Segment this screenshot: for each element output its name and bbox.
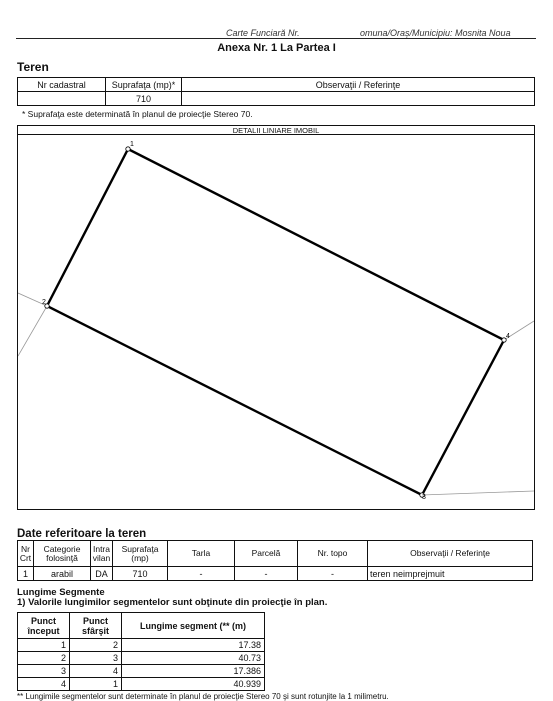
suprafata-note: * Suprafaţa este determinată în planul de proiecţie Stereo 70. (22, 109, 253, 119)
col-intravilan: Intra vilan (91, 541, 113, 567)
teren-table (17, 77, 535, 106)
col-nr-cadastral: Nr cadastral (18, 78, 106, 92)
vertex-label-2: 2 (42, 299, 46, 306)
table-row (18, 567, 533, 581)
lungime-title: Lungime Segmente (17, 587, 105, 598)
cell-nr-cadastral (18, 92, 106, 106)
cell-end: 4 (70, 665, 122, 678)
cell-observatii (182, 92, 535, 106)
cell-suprafata: 710 (106, 92, 182, 106)
table-row (18, 665, 265, 678)
cell-intravilan: DA (91, 567, 113, 581)
col-categorie: Categorie folosinţă (34, 541, 91, 567)
cell-parcela: - (235, 567, 298, 581)
plot-title: DETALII LINIARE IMOBIL (17, 125, 535, 135)
cell-start: 2 (18, 652, 70, 665)
col-nr-topo: Nr. topo (298, 541, 368, 567)
lungime-table (17, 612, 265, 691)
cell-start: 3 (18, 665, 70, 678)
col-observatii: Observaţii / Referinţe (368, 541, 533, 567)
lungime-subtitle: 1) Valorile lungimilor segmentelor sunt obţinute din proiecţie în plan. (17, 597, 328, 608)
col-suprafata: Suprafaţa (mp) (113, 541, 168, 567)
uat-label: omuna/Oraș/Municipiu: Mosnita Noua (360, 28, 511, 38)
col-nr-crt: Nr Crt (18, 541, 34, 567)
teren-title: Teren (17, 60, 49, 74)
cell-length: 17.38 (122, 639, 265, 652)
col-observatii: Observaţii / Referinţe (182, 78, 535, 92)
cell-start: 4 (18, 678, 70, 691)
plot-area (17, 134, 535, 510)
cell-suprafata: 710 (113, 567, 168, 581)
table-row (18, 652, 265, 665)
cell-end: 3 (70, 652, 122, 665)
cell-nr: 1 (18, 567, 34, 581)
cell-end: 1 (70, 678, 122, 691)
cell-length: 17.386 (122, 665, 265, 678)
lungime-footnote: ** Lungimile segmentelor sunt determinate în planul de proiecţie Stereo 70 şi sunt rotunjite la 1 milimetru. (17, 692, 389, 701)
col-lungime: Lungime segment (** (m) (122, 613, 265, 639)
plot-drawing (18, 135, 534, 509)
vertex-label-3: 3 (422, 494, 426, 501)
col-parcela: Parcelă (235, 541, 298, 567)
col-suprafata: Suprafaţa (mp)* (106, 78, 182, 92)
carte-funciara-label: Carte Funciară Nr. (226, 28, 300, 38)
neighbor-line (422, 491, 534, 495)
col-punct-sfarsit: Punct sfârşit (70, 613, 122, 639)
cell-length: 40.939 (122, 678, 265, 691)
cell-tarla: - (168, 567, 235, 581)
cell-observatii: teren neimprejmuit (368, 567, 533, 581)
cell-length: 40.73 (122, 652, 265, 665)
neighbor-line (18, 306, 47, 356)
cell-nr-topo: - (298, 567, 368, 581)
date-ref-title: Date referitoare la teren (17, 528, 147, 540)
cell-categorie: arabil (34, 567, 91, 581)
cell-end: 2 (70, 639, 122, 652)
vertex-label-1: 1 (130, 141, 134, 148)
col-tarla: Tarla (168, 541, 235, 567)
vertex-label-4: 4 (506, 333, 510, 340)
header-divider (16, 38, 536, 39)
parcel-outline (47, 149, 504, 495)
cell-start: 1 (18, 639, 70, 652)
col-punct-inceput: Punct început (18, 613, 70, 639)
table-row (18, 639, 265, 652)
anexa-title: Anexa Nr. 1 La Partea I (217, 42, 336, 54)
date-ref-table (17, 540, 533, 581)
table-row (18, 678, 265, 691)
